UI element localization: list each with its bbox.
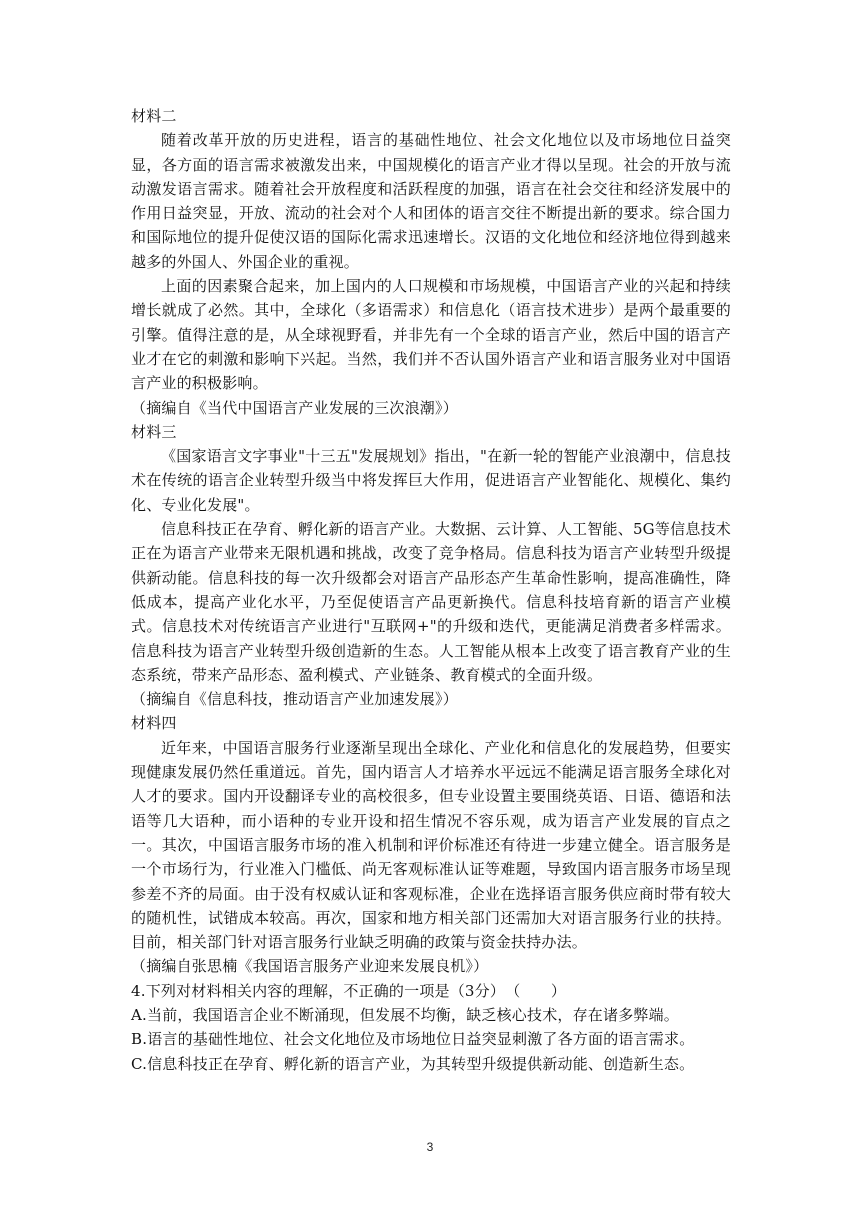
question-4-stem: 4.下列对材料相关内容的理解，不正确的一项是（3分） （ ） (131, 981, 567, 1000)
material-4-heading: 材料四 (131, 714, 177, 733)
material-2-paragraph-1: 随着改革开放的历史进程，语言的基础性地位、社会文化地位以及市场地位日益突显，各方面的语言需求被激发出来，中国规模化的语言产业才得以呈现。社会的开放与流动激发语言需求。随着社会开放程度和活跃程度的加强，语言在社会交往和经济发展中的作用日益突显，开放、流动的社会对个人和团体的语言交往不断提出新的要求。综合国力和国际地位的提升促使汉语的国际化需求迅速增长。汉语的文化地位和经济地位得到越来越多的外国人、外国企业的重视。 (131, 131, 731, 271)
material-2-heading: 材料二 (131, 107, 177, 125)
material-3-heading: 材料三 (131, 422, 177, 441)
material-3-source: （摘编自《信息科技，推动语言产业加速发展》） (131, 690, 458, 709)
material-2-paragraph-2: 上面的因素聚合起来，加上国内的人口规模和市场规模，中国语言产业的兴起和持续增长就成了必然。其中，全球化（多语需求）和信息化（语言技术进步）是两个最重要的引擎。值得注意的是，从全球视野看，并非先有一个全球的语言产业，然后中国的语言产业才在它的刺激和影响下兴起。当然，我们并不否认国外语言产业和语言服务业对中国语言产业的积极影响。 (131, 277, 731, 393)
material-3-paragraph-1: 《国家语言文字事业"十三五"发展规划》指出，"在新一轮的智能产业浪潮中，信息技术在传统的语言企业转型升级当中将发挥巨大作用，促进语言产业智能化、规模化、集约化、专业化发展"。 (131, 447, 731, 514)
question-4-option-b: B.语言的基础性地位、社会文化地位及市场地位日益突显刺激了各方面的语言需求。 (131, 1030, 695, 1049)
material-4-source: （摘编自张思楠《我国语言服务产业迎来发展良机》） (131, 957, 489, 976)
material-2-source: （摘编自《当代中国语言产业发展的三次浪潮》） (131, 398, 458, 417)
question-4-option-a: A.当前，我国语言企业不断涌现，但发展不均衡，缺乏核心技术，存在诸多弊端。 (131, 1005, 680, 1024)
material-3-paragraph-2: 信息科技正在孕育、孵化新的语言产业。大数据、云计算、人工智能、5G等信息技术正在为语言产业带来无限机遇和挑战，改变了竞争格局。信息科技为语言产业转型升级提供新动能。信息科技的每一次升级都会对语言产品形态产生革命性影响，提高准确性，降低成本，提高产业化水平，乃至促使语言产品更新换代。信息科技培育新的语言产业模式。信息技术对传统语言产业进行"互联网+"的升级和迭代，更能满足消费者多样需求。信息科技为语言产业转型升级创造新的生态。人工智能从根本上改变了语言教育产业的生态系统，带来产品形态、盈利模式、产业链条、教育模式的全面升级。 (131, 520, 731, 684)
question-4-option-c: C.信息科技正在孕育、孵化新的语言产业，为其转型升级提供新动能、创造新生态。 (131, 1054, 695, 1073)
page-content (131, 104, 731, 1076)
material-4-paragraph-1: 近年来，中国语言服务行业逐渐呈现出全球化、产业化和信息化的发展趋势，但要实现健康发展仍然任重道远。首先，国内语言人才培养水平远远不能满足语言服务全球化对人才的要求。国内开设翻译专业的高校很多，但专业设置主要围绕英语、日语、德语和法语等几大语种，而小语种的专业开设和招生情况不容乐观，成为语言产业发展的盲点之一。其次，中国语言服务市场的准入机制和评价标准还有待进一步建立健全。语言服务是一个市场行为，行业准入门槛低、尚无客观标准认证等难题，导致国内语言服务市场呈现参差不齐的局面。由于没有权威认证和客观标准，企业在选择语言服务供应商时带有较大的随机性，试错成本较高。再次，国家和地方相关部门还需加大对语言服务行业的扶持。目前，相关部门针对语言服务行业缺乏明确的政策与资金扶持办法。 (131, 738, 731, 952)
page-number: 3 (426, 1140, 434, 1154)
